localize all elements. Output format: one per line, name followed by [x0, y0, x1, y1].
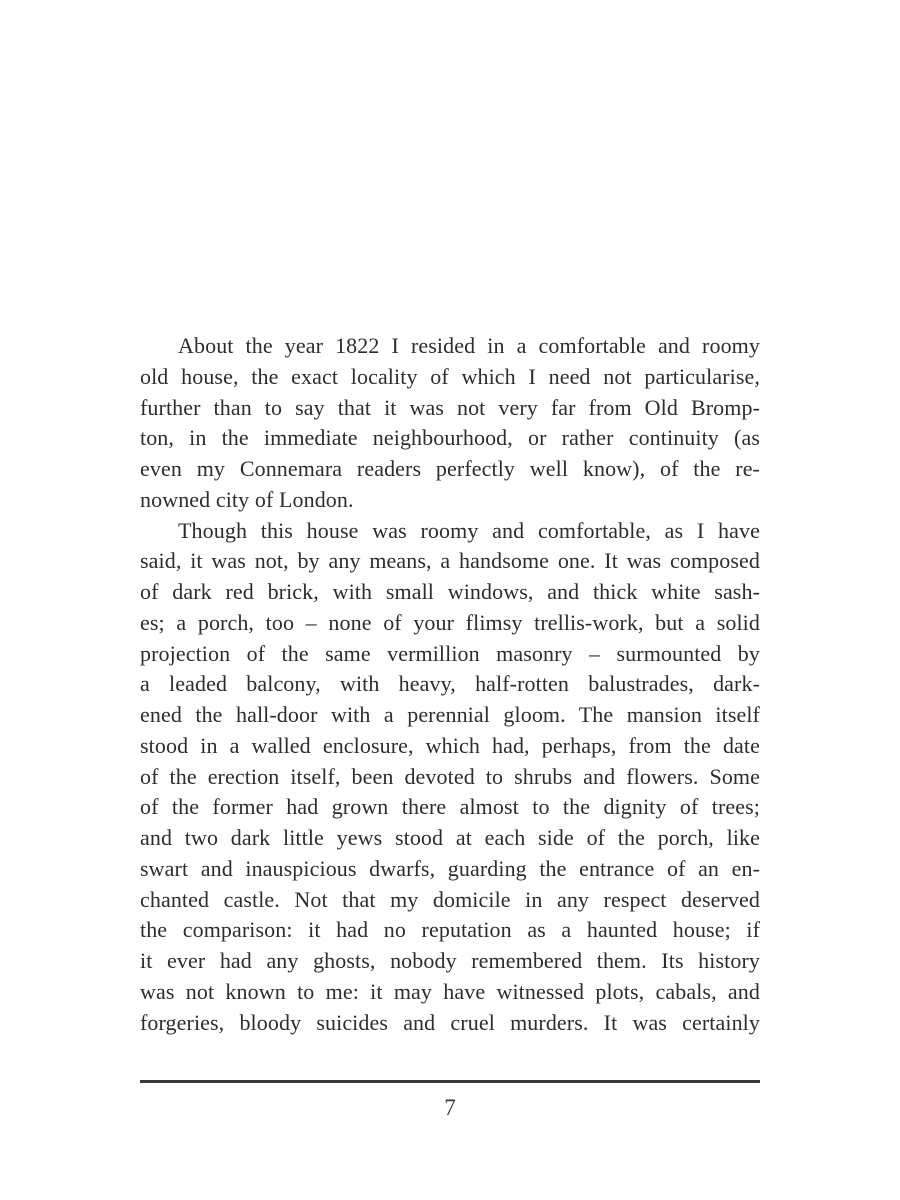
text-line: swart and inauspicious dwarfs, guarding the entrance of an en-	[140, 855, 760, 881]
text-line: the comparison: it had no reputation as a haunted house; if	[140, 917, 760, 943]
text-line: was not known to me: it may have witnessed plots, cabals, and	[140, 978, 760, 1004]
text-line: nowned city of London.	[140, 486, 354, 512]
paragraph	[140, 516, 760, 1039]
text-line: and two dark little yews stood at each side of the porch, like	[140, 825, 760, 850]
text-line: old house, the exact locality of which I need not particularise,	[140, 363, 760, 389]
text-line: further than to say that it was not very far from Old Bromp-	[140, 394, 760, 420]
text-line: said, it was not, by any means, a handsome one. It was composed	[140, 548, 760, 574]
text-line: ton, in the immediate neighbourhood, or rather continuity (as	[140, 425, 760, 451]
text-line: of the erection itself, been devoted to shrubs and flowers. Some	[140, 763, 760, 789]
text-line: it ever had any ghosts, nobody remembered them. Its history	[140, 948, 760, 973]
text-line: ened the hall-door with a perennial gloom. The mansion itself	[140, 702, 760, 727]
paragraph	[140, 331, 760, 516]
text-line: a leaded balcony, with heavy, half-rotten balustrades, dark-	[140, 671, 760, 697]
text-line: even my Connemara readers perfectly well know), of the re-	[140, 456, 760, 481]
text-line: of the former had grown there almost to the dignity of trees;	[140, 794, 760, 820]
text-line: Though this house was roomy and comfortable, as I have	[178, 517, 760, 543]
text-line: stood in a walled enclosure, which had, perhaps, from the date	[140, 732, 760, 758]
footer-rule	[140, 1080, 760, 1083]
page-number: 7	[444, 1095, 456, 1120]
text-line: of dark red brick, with small windows, and thick white sash-	[140, 579, 760, 604]
text-line: projection of the same vermillion masonry – surmounted by	[140, 640, 760, 666]
text-line: forgeries, bloody suicides and cruel murders. It was certainly	[140, 1009, 760, 1035]
text-line: chanted castle. Not that my domicile in any respect deserved	[140, 886, 760, 912]
text-line: About the year 1822 I resided in a comfortable and roomy	[178, 333, 760, 358]
page-text	[140, 331, 760, 1038]
text-line: es; a porch, too – none of your flimsy trellis-work, but a solid	[140, 609, 760, 635]
